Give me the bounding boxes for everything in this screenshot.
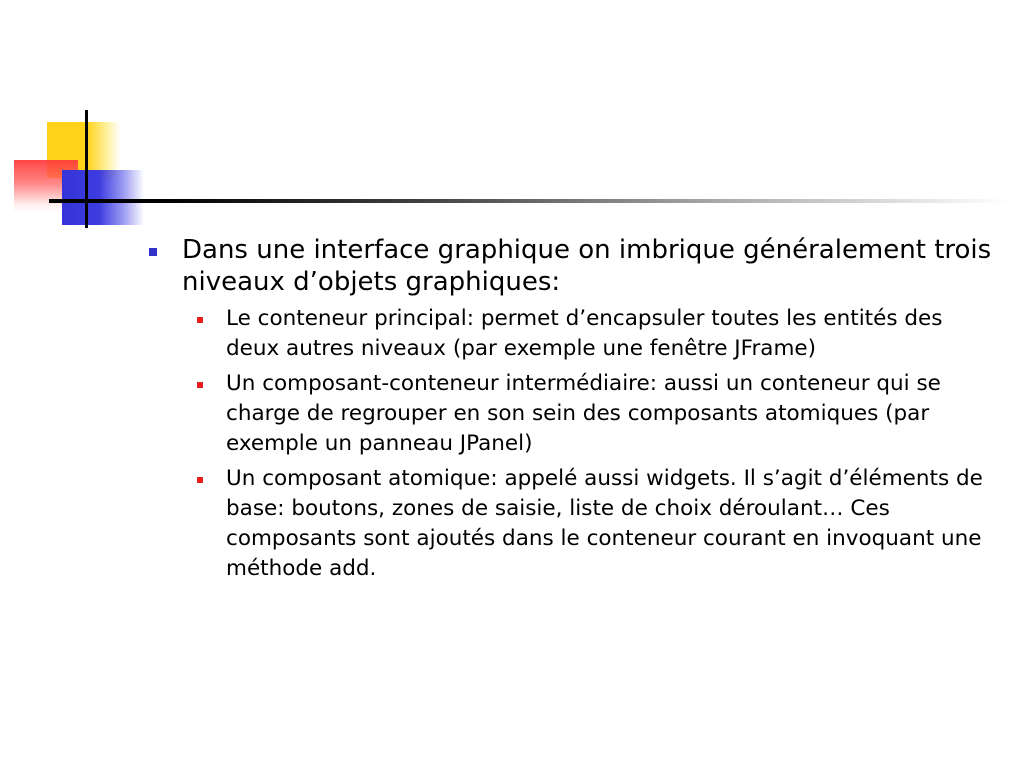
square-bullet-icon (197, 477, 203, 483)
slide-body (145, 234, 995, 589)
decorative-vertical-line (85, 110, 88, 228)
bullet-item-level2 (182, 304, 995, 364)
sub-bullet-text: Un composant atomique: appelé aussi widgets. Il s’agit d’éléments de base: boutons, zones de saisie, liste de choix déroulant… Ces composants sont ajoutés dans le conteneur courant en invoquant une méthode add. (226, 466, 983, 581)
square-bullet-icon (197, 317, 203, 323)
decorative-horizontal-rule (49, 199, 1009, 203)
decorative-blue-square (62, 170, 144, 225)
square-bullet-icon (149, 248, 157, 256)
square-bullet-icon (197, 382, 203, 388)
bullet-text: Dans une interface graphique on imbrique généralement trois niveaux d’objets graphiques: (182, 235, 992, 297)
sub-bullet-text: Un composant-conteneur intermédiaire: aussi un conteneur qui se charge de regrouper en son sein des composants atomiques (par exemple un panneau JPanel) (226, 371, 941, 456)
bullet-item-level2 (182, 464, 995, 584)
sub-bullet-list (182, 304, 995, 584)
sub-bullet-text: Le conteneur principal: permet d’encapsuler toutes les entités des deux autres niveaux (par exemple une fenêtre JFrame) (226, 306, 943, 361)
bullet-item-level1 (145, 234, 995, 298)
bullet-item-level2 (182, 369, 995, 459)
